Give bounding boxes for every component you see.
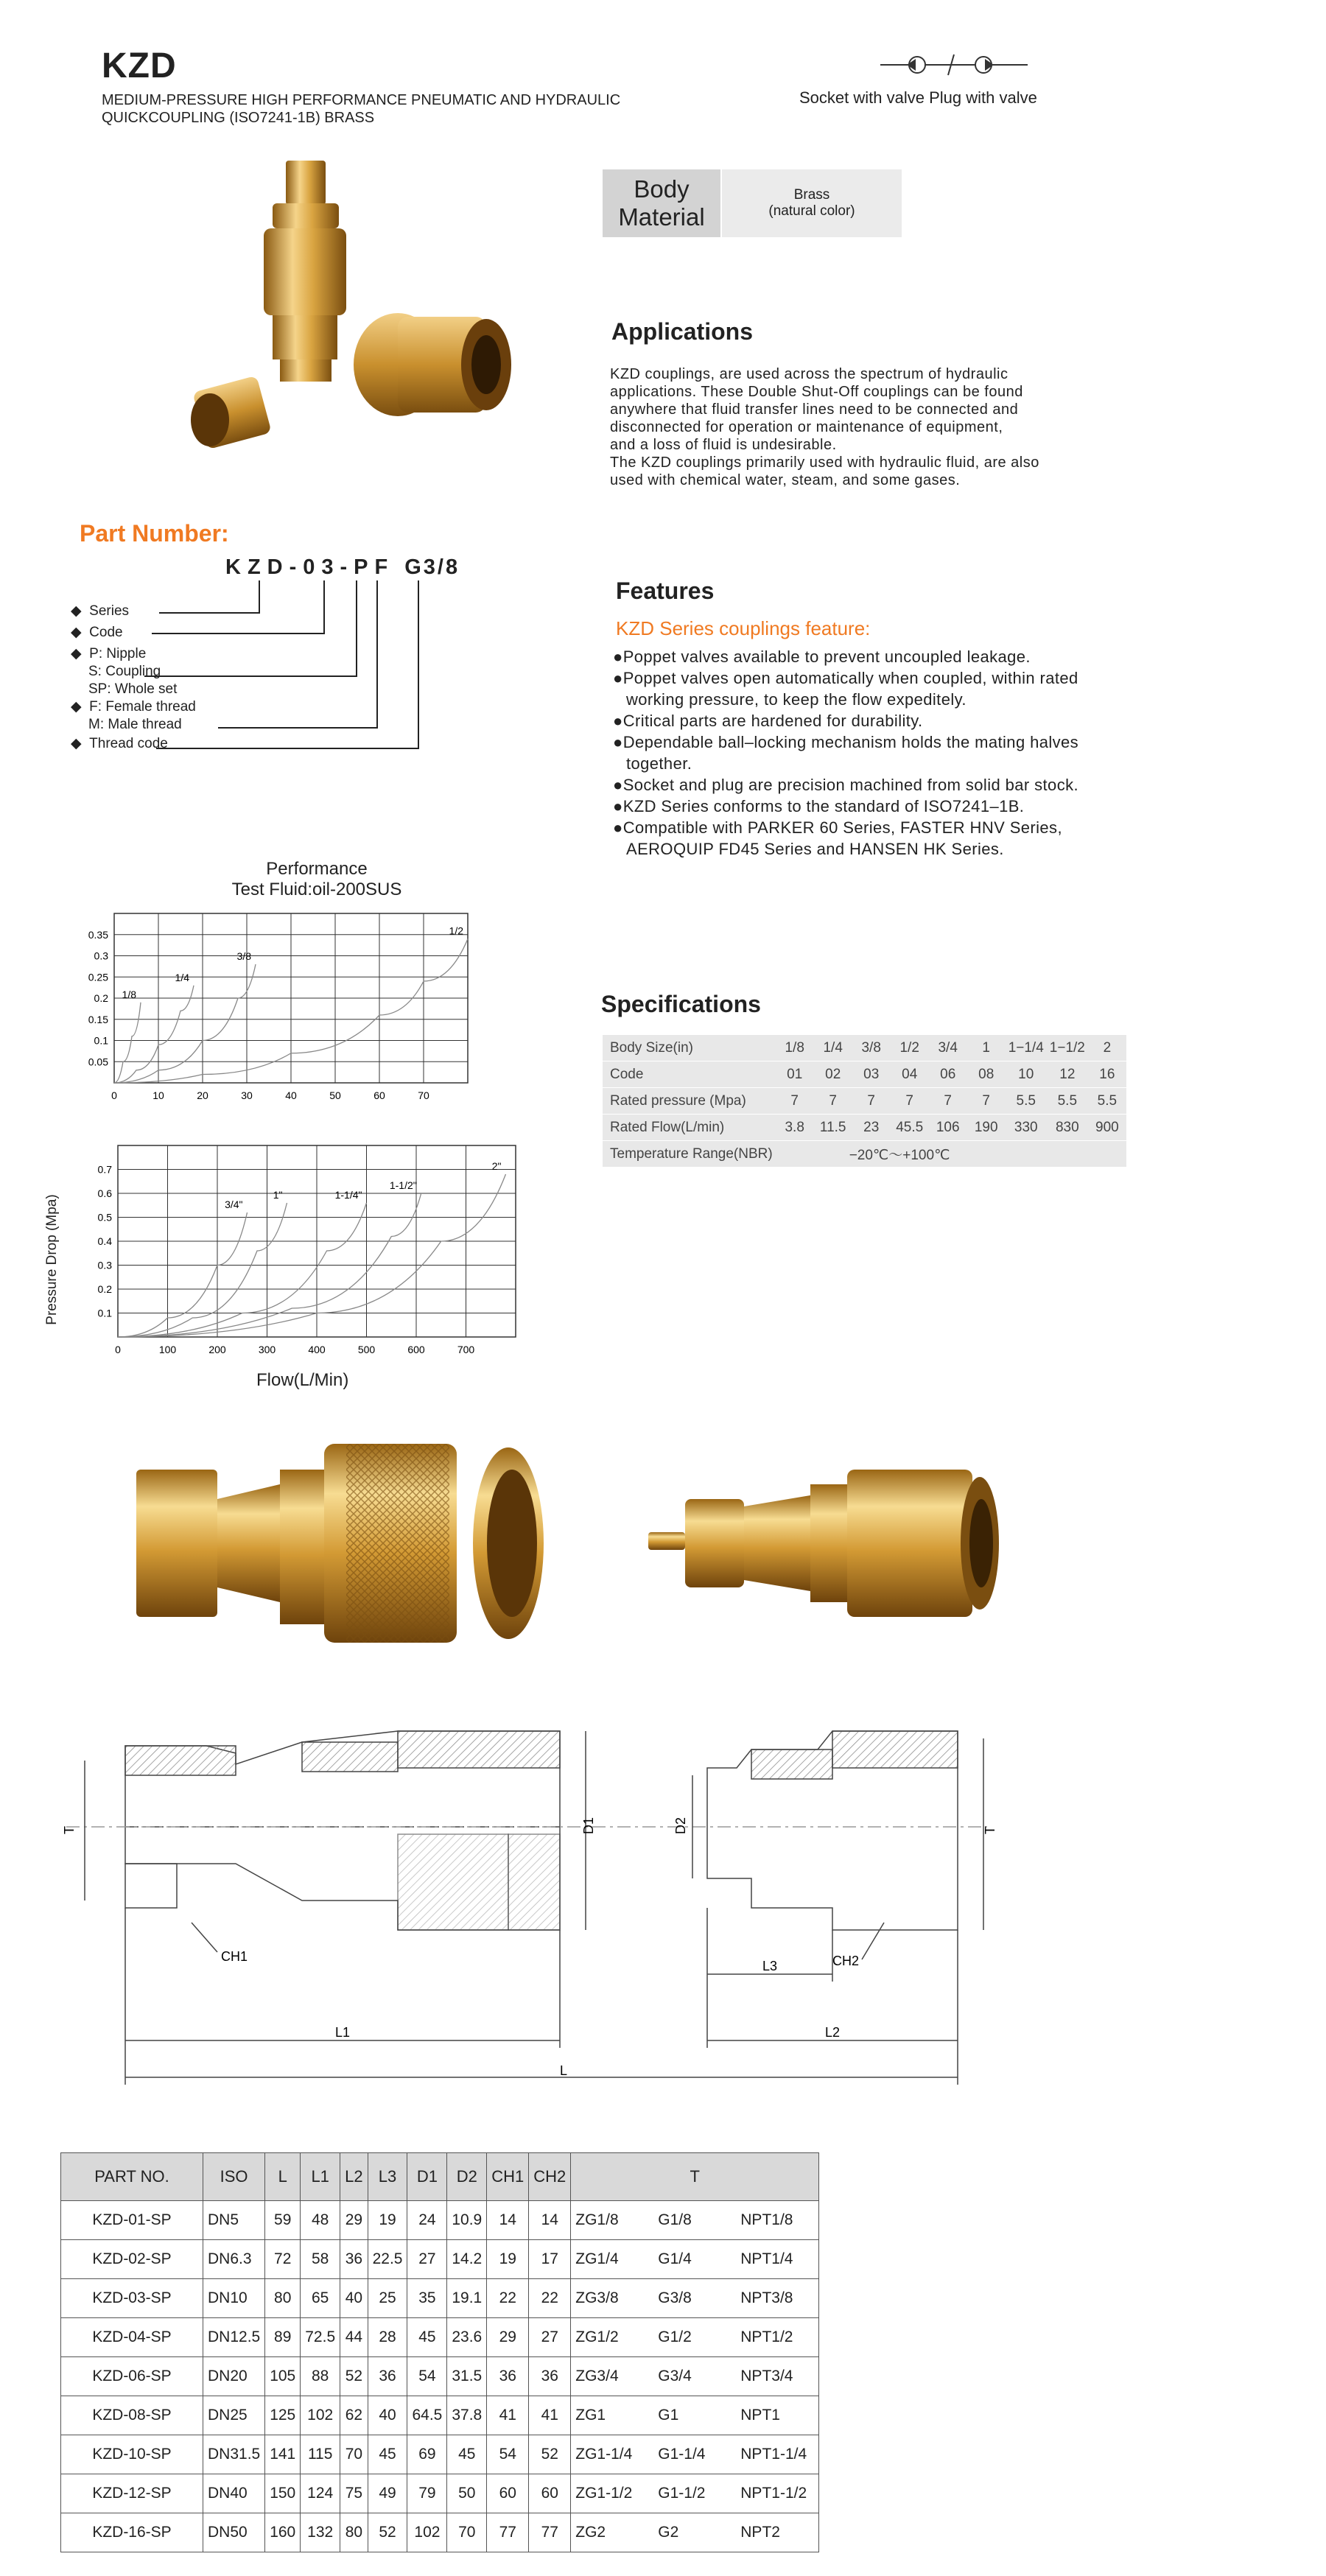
table-cell: 29 <box>487 2318 529 2357</box>
table-cell: 49 <box>368 2474 407 2513</box>
x-tick-label: 700 <box>457 1344 475 1355</box>
table-cell: 40 <box>340 2279 368 2318</box>
table-cell: 59 <box>265 2201 301 2240</box>
table-row <box>603 1115 1126 1141</box>
dim-CH2: CH2 <box>832 1954 860 1968</box>
x-tick-label: 400 <box>308 1344 326 1355</box>
x-tick-label: 100 <box>158 1344 177 1355</box>
table-cell: 77 <box>487 2513 529 2552</box>
y-tick-label: 0.15 <box>88 1013 108 1025</box>
table-cell: 65 <box>301 2279 340 2318</box>
table-cell: ZG3/4 <box>571 2357 654 2396</box>
table-cell: 14 <box>487 2201 529 2240</box>
table-row <box>61 2318 819 2357</box>
table-cell: ZG2 <box>571 2513 654 2552</box>
y-tick-label: 0.2 <box>97 1283 112 1295</box>
spec-cell: 830 <box>1047 1115 1088 1141</box>
spec-cell: 11.5 <box>814 1115 852 1141</box>
table-cell: ZG1-1/2 <box>571 2474 654 2513</box>
series-line <box>118 1174 506 1337</box>
table-cell: KZD-06-SP <box>61 2357 203 2396</box>
table-cell: 72.5 <box>301 2318 340 2357</box>
table-row <box>603 1141 1126 1168</box>
x-tick-label: 500 <box>357 1344 376 1355</box>
x-tick-label: 70 <box>418 1089 429 1101</box>
column-header: D2 <box>447 2153 487 2201</box>
page-title: KZD <box>102 46 177 85</box>
y-tick-label: 0.7 <box>97 1163 112 1176</box>
table-cell: ZG1-1/4 <box>571 2435 654 2474</box>
list-item: ●Poppet valves open automatically when coupled, within rated working pressure, to keep the flow expeditely. <box>613 669 1078 709</box>
table-cell: 19 <box>487 2240 529 2279</box>
body-material-value: Brass (natural color) <box>722 169 902 237</box>
dim-L1: L1 <box>335 2025 351 2040</box>
spec-cell: 1/8 <box>776 1035 814 1061</box>
table-cell: 19.1 <box>447 2279 487 2318</box>
y-tick-label: 0.1 <box>94 1034 108 1047</box>
table-cell: 17 <box>529 2240 571 2279</box>
y-tick-label: 0.1 <box>97 1307 112 1319</box>
table-cell: 50 <box>447 2474 487 2513</box>
table-cell: G1/2 <box>653 2318 736 2357</box>
table-cell: 36 <box>487 2357 529 2396</box>
table-cell: G1/8 <box>653 2201 736 2240</box>
table-cell: NPT1 <box>736 2396 819 2435</box>
spec-cell: 5.5 <box>1088 1088 1126 1115</box>
column-header: L3 <box>368 2153 407 2201</box>
spec-cell: 10 <box>1006 1061 1047 1088</box>
series-label: 3/4" <box>225 1198 243 1210</box>
table-row <box>603 1061 1126 1088</box>
y-tick-label: 0.25 <box>88 971 108 983</box>
pressure-drop-chart-small <box>66 906 523 1127</box>
table-row <box>61 2240 819 2279</box>
table-cell: NPT1-1/2 <box>736 2474 819 2513</box>
table-cell: 125 <box>265 2396 301 2435</box>
column-header: CH1 <box>487 2153 529 2201</box>
series-label: 3/8 <box>236 950 251 962</box>
x-tick-label: 20 <box>197 1089 208 1101</box>
x-tick-label: 50 <box>329 1089 341 1101</box>
spec-cell: −20℃～+100℃ <box>776 1141 1126 1168</box>
dim-CH1: CH1 <box>221 1949 248 1964</box>
table-cell: 41 <box>487 2396 529 2435</box>
series-line <box>118 1212 248 1337</box>
table-cell: 52 <box>340 2357 368 2396</box>
y-tick-label: 0.3 <box>94 950 108 962</box>
legend-coupling: S: Coupling <box>88 664 161 679</box>
list-item: ●Socket and plug are precision machined from solid bar stock. <box>613 776 1079 794</box>
spec-cell: 7 <box>814 1088 852 1115</box>
spec-cell: 3/4 <box>929 1035 967 1061</box>
dim-L: L <box>560 2063 568 2078</box>
x-axis-label: Flow(L/Min) <box>256 1370 349 1390</box>
legend-male-thread: M: Male thread <box>88 717 182 732</box>
table-cell: 105 <box>265 2357 301 2396</box>
table-cell: 19 <box>368 2201 407 2240</box>
legend-whole-set: SP: Whole set <box>88 681 178 697</box>
spec-cell: 06 <box>929 1061 967 1088</box>
table-cell: ZG1 <box>571 2396 654 2435</box>
table-cell: NPT1-1/4 <box>736 2435 819 2474</box>
dim-D1: D1 <box>581 1817 596 1834</box>
table-cell: 80 <box>265 2279 301 2318</box>
table-cell: 41 <box>529 2396 571 2435</box>
spec-cell: 1−1/2 <box>1047 1035 1088 1061</box>
legend-thread-code: ◆ Thread code <box>71 736 168 751</box>
table-cell: G1-1/2 <box>653 2474 736 2513</box>
table-cell: G2 <box>653 2513 736 2552</box>
table-cell: 72 <box>265 2240 301 2279</box>
spec-cell: 45.5 <box>891 1115 929 1141</box>
table-cell: G1-1/4 <box>653 2435 736 2474</box>
series-label: 1" <box>273 1189 283 1201</box>
symbol-label: Socket with valve Plug with valve <box>799 88 1037 107</box>
table-row <box>61 2279 819 2318</box>
specifications-table <box>603 1035 1126 1168</box>
spec-cell: 7 <box>929 1088 967 1115</box>
series-line <box>118 1203 287 1337</box>
table-cell: 60 <box>487 2474 529 2513</box>
x-tick-label: 30 <box>241 1089 253 1101</box>
features-heading: Features <box>616 578 715 604</box>
table-cell: 36 <box>340 2240 368 2279</box>
table-row <box>61 2474 819 2513</box>
spec-cell: 08 <box>967 1061 1006 1088</box>
x-tick-label: 10 <box>152 1089 164 1101</box>
spec-cell: 1/4 <box>814 1035 852 1061</box>
spec-cell: 190 <box>967 1115 1006 1141</box>
spec-cell: 01 <box>776 1061 814 1088</box>
column-header: CH2 <box>529 2153 571 2201</box>
spec-cell: 1 <box>967 1035 1006 1061</box>
spec-cell: 2 <box>1088 1035 1126 1061</box>
dim-T-right: T <box>983 1826 997 1834</box>
column-header: L2 <box>340 2153 368 2201</box>
table-cell: 10.9 <box>447 2201 487 2240</box>
table-cell: 45 <box>407 2318 447 2357</box>
table-row <box>61 2435 819 2474</box>
x-tick-label: 60 <box>373 1089 385 1101</box>
list-item: ●Dependable ball–locking mechanism holds the mating halves together. <box>613 733 1079 773</box>
table-cell: 70 <box>340 2435 368 2474</box>
table-cell: G1/4 <box>653 2240 736 2279</box>
table-cell: DN25 <box>203 2396 265 2435</box>
table-cell: DN20 <box>203 2357 265 2396</box>
dimensions-table <box>60 2152 819 2552</box>
table-cell: 70 <box>447 2513 487 2552</box>
table-cell: 27 <box>529 2318 571 2357</box>
table-cell: 102 <box>407 2513 447 2552</box>
spec-cell: 5.5 <box>1047 1088 1088 1115</box>
x-tick-label: 300 <box>258 1344 276 1355</box>
spec-cell: 7 <box>776 1088 814 1115</box>
table-cell: 36 <box>368 2357 407 2396</box>
spec-cell: 5.5 <box>1006 1088 1047 1115</box>
x-tick-label: 0 <box>111 1089 117 1101</box>
table-cell: DN50 <box>203 2513 265 2552</box>
table-row <box>61 2357 819 2396</box>
table-cell: 37.8 <box>447 2396 487 2435</box>
table-cell: 24 <box>407 2201 447 2240</box>
spec-cell: 03 <box>852 1061 891 1088</box>
table-cell: DN5 <box>203 2201 265 2240</box>
y-tick-label: 0.2 <box>94 992 108 1004</box>
x-tick-label: 40 <box>285 1089 297 1101</box>
table-cell: KZD-10-SP <box>61 2435 203 2474</box>
list-item: ●Compatible with PARKER 60 Series, FASTER HNV Series, AEROQUIP FD45 Series and HANSEN HK Series. <box>613 818 1062 858</box>
table-cell: 52 <box>368 2513 407 2552</box>
table-cell: 58 <box>301 2240 340 2279</box>
coupling-symbol-icon <box>880 43 1042 87</box>
table-cell: 80 <box>340 2513 368 2552</box>
spec-cell: 7 <box>852 1088 891 1115</box>
table-cell: NPT3/8 <box>736 2279 819 2318</box>
spec-row-label: Temperature Range(NBR) <box>603 1141 776 1168</box>
spec-row-label: Rated pressure (Mpa) <box>603 1088 776 1115</box>
table-cell: 62 <box>340 2396 368 2435</box>
table-row <box>61 2201 819 2240</box>
table-cell: 40 <box>368 2396 407 2435</box>
column-header: ISO <box>203 2153 265 2201</box>
table-cell: 160 <box>265 2513 301 2552</box>
table-cell: 141 <box>265 2435 301 2474</box>
performance-title: Performance Test Fluid:oil-200SUS <box>231 859 402 899</box>
table-cell: 36 <box>529 2357 571 2396</box>
table-cell: 150 <box>265 2474 301 2513</box>
table-cell: KZD-08-SP <box>61 2396 203 2435</box>
page-subtitle: MEDIUM-PRESSURE HIGH PERFORMANCE PNEUMATIC AND HYDRAULIC QUICKCOUPLING (ISO7241-1B) BRASS <box>102 92 621 126</box>
product-photo-assembly <box>177 155 530 464</box>
table-cell: 23.6 <box>447 2318 487 2357</box>
table-cell: ZG3/8 <box>571 2279 654 2318</box>
table-cell: NPT1/8 <box>736 2201 819 2240</box>
legend-female-thread: ◆ F: Female thread <box>71 699 196 715</box>
table-cell: 88 <box>301 2357 340 2396</box>
spec-cell: 106 <box>929 1115 967 1141</box>
spec-cell: 330 <box>1006 1115 1047 1141</box>
dim-L3: L3 <box>762 1959 778 1973</box>
features-subheading: KZD Series couplings feature: <box>616 617 871 639</box>
column-header: PART NO. <box>61 2153 203 2201</box>
spec-cell: 7 <box>891 1088 929 1115</box>
table-cell: 48 <box>301 2201 340 2240</box>
table-cell: 25 <box>368 2279 407 2318</box>
table-cell: 45 <box>368 2435 407 2474</box>
table-cell: ZG1/2 <box>571 2318 654 2357</box>
column-header: T <box>571 2153 819 2201</box>
table-cell: 22 <box>529 2279 571 2318</box>
series-label: 1-1/4" <box>334 1189 362 1201</box>
x-tick-label: 0 <box>115 1344 121 1355</box>
table-cell: KZD-12-SP <box>61 2474 203 2513</box>
y-tick-label: 0.35 <box>88 928 108 941</box>
list-item: ●Poppet valves available to prevent uncoupled leakage. <box>613 647 1031 666</box>
table-cell: DN31.5 <box>203 2435 265 2474</box>
part-number-heading: Part Number: <box>80 520 229 547</box>
y-tick-label: 0.05 <box>88 1056 108 1068</box>
table-cell: 29 <box>340 2201 368 2240</box>
table-cell: NPT1/4 <box>736 2240 819 2279</box>
series-label: 1/8 <box>122 988 136 1000</box>
table-cell: KZD-01-SP <box>61 2201 203 2240</box>
table-cell: 52 <box>529 2435 571 2474</box>
body-material-label: Body Material <box>603 169 720 237</box>
table-cell: 14.2 <box>447 2240 487 2279</box>
table-cell: KZD-03-SP <box>61 2279 203 2318</box>
table-cell: 79 <box>407 2474 447 2513</box>
series-label: 1/4 <box>175 971 189 983</box>
table-cell: 35 <box>407 2279 447 2318</box>
features-list <box>613 646 1084 860</box>
product-photo-plug <box>634 1455 1017 1632</box>
y-axis-label: Pressure Drop (Mpa) <box>44 1194 60 1325</box>
column-header: D1 <box>407 2153 447 2201</box>
series-line <box>118 1203 367 1337</box>
table-row <box>61 2396 819 2435</box>
spec-cell: 900 <box>1088 1115 1126 1141</box>
spec-cell: 23 <box>852 1115 891 1141</box>
part-number-leader-lines <box>221 580 442 757</box>
table-cell: G3/4 <box>653 2357 736 2396</box>
dim-L2: L2 <box>825 2025 841 2040</box>
spec-cell: 7 <box>967 1088 1006 1115</box>
table-cell: 22 <box>487 2279 529 2318</box>
spec-row-label: Code <box>603 1061 776 1088</box>
series-label: 2" <box>491 1160 502 1172</box>
table-cell: 27 <box>407 2240 447 2279</box>
legend-series: ◆ Series <box>71 603 130 619</box>
spec-cell: 3/8 <box>852 1035 891 1061</box>
table-cell: DN12.5 <box>203 2318 265 2357</box>
specifications-heading: Specifications <box>601 991 761 1017</box>
table-cell: 22.5 <box>368 2240 407 2279</box>
y-tick-label: 0.3 <box>97 1259 112 1271</box>
table-cell: 54 <box>407 2357 447 2396</box>
table-cell: 77 <box>529 2513 571 2552</box>
applications-heading: Applications <box>611 318 754 345</box>
table-header-row <box>61 2153 819 2201</box>
x-tick-label: 200 <box>208 1344 226 1355</box>
spec-cell: 3.8 <box>776 1115 814 1141</box>
applications-text: KZD couplings, are used across the spectrum of hydraulic applications. These Double Shut-Off couplings can be found anywhere that fluid transfer lines need to be connected and disconnected for operation or maintenance of equipment, and a loss of fluid is undesirable. The KZD couplings primarily used with hydraulic fluid, are also used with chemical water, steam, and some gases. <box>610 366 1039 488</box>
table-cell: 75 <box>340 2474 368 2513</box>
table-cell: 45 <box>447 2435 487 2474</box>
table-cell: 132 <box>301 2513 340 2552</box>
x-tick-label: 600 <box>407 1344 425 1355</box>
table-cell: 14 <box>529 2201 571 2240</box>
table-cell: NPT1/2 <box>736 2318 819 2357</box>
spec-cell: 16 <box>1088 1061 1126 1088</box>
pressure-drop-chart-large <box>66 1138 523 1366</box>
y-tick-label: 0.4 <box>97 1235 112 1247</box>
technical-drawing <box>44 1687 1031 2099</box>
table-cell: KZD-16-SP <box>61 2513 203 2552</box>
part-number-legend <box>71 603 196 753</box>
series-line <box>114 1003 141 1083</box>
list-item: ●KZD Series conforms to the standard of ISO7241–1B. <box>613 797 1025 815</box>
table-cell: 60 <box>529 2474 571 2513</box>
column-header: L1 <box>301 2153 340 2201</box>
legend-code: ◆ Code <box>71 625 123 640</box>
part-number-code: KZD-03-PF G3/8 <box>225 555 460 579</box>
table-cell: 124 <box>301 2474 340 2513</box>
table-cell: 64.5 <box>407 2396 447 2435</box>
legend-nipple: ◆ P: Nipple <box>71 646 147 661</box>
table-row <box>61 2513 819 2552</box>
table-cell: 31.5 <box>447 2357 487 2396</box>
dim-D2: D2 <box>673 1817 688 1834</box>
column-header: L <box>265 2153 301 2201</box>
y-tick-label: 0.5 <box>97 1211 112 1224</box>
table-row <box>603 1035 1126 1061</box>
table-cell: G3/8 <box>653 2279 736 2318</box>
table-cell: KZD-02-SP <box>61 2240 203 2279</box>
spec-cell: 12 <box>1047 1061 1088 1088</box>
list-item: ●Critical parts are hardened for durability. <box>613 712 923 730</box>
series-label: 1-1/2" <box>389 1179 417 1191</box>
spec-cell: 04 <box>891 1061 929 1088</box>
spec-row-label: Rated Flow(L/min) <box>603 1115 776 1141</box>
dim-T-left: T <box>62 1826 77 1834</box>
spec-row-label: Body Size(in) <box>603 1035 776 1061</box>
product-photo-socket <box>125 1440 560 1654</box>
table-cell: DN10 <box>203 2279 265 2318</box>
spec-cell: 1/2 <box>891 1035 929 1061</box>
table-cell: 89 <box>265 2318 301 2357</box>
table-cell: DN40 <box>203 2474 265 2513</box>
table-cell: ZG1/4 <box>571 2240 654 2279</box>
table-cell: 102 <box>301 2396 340 2435</box>
table-cell: DN6.3 <box>203 2240 265 2279</box>
y-tick-label: 0.6 <box>97 1187 112 1199</box>
table-cell: NPT3/4 <box>736 2357 819 2396</box>
spec-cell: 1−1/4 <box>1006 1035 1047 1061</box>
table-cell: 44 <box>340 2318 368 2357</box>
table-cell: 54 <box>487 2435 529 2474</box>
spec-cell: 02 <box>814 1061 852 1088</box>
table-cell: 69 <box>407 2435 447 2474</box>
table-cell: 28 <box>368 2318 407 2357</box>
table-cell: ZG1/8 <box>571 2201 654 2240</box>
series-label: 1/2 <box>449 924 463 937</box>
table-cell: 115 <box>301 2435 340 2474</box>
table-row <box>603 1088 1126 1115</box>
table-cell: NPT2 <box>736 2513 819 2552</box>
table-cell: KZD-04-SP <box>61 2318 203 2357</box>
table-cell: G1 <box>653 2396 736 2435</box>
